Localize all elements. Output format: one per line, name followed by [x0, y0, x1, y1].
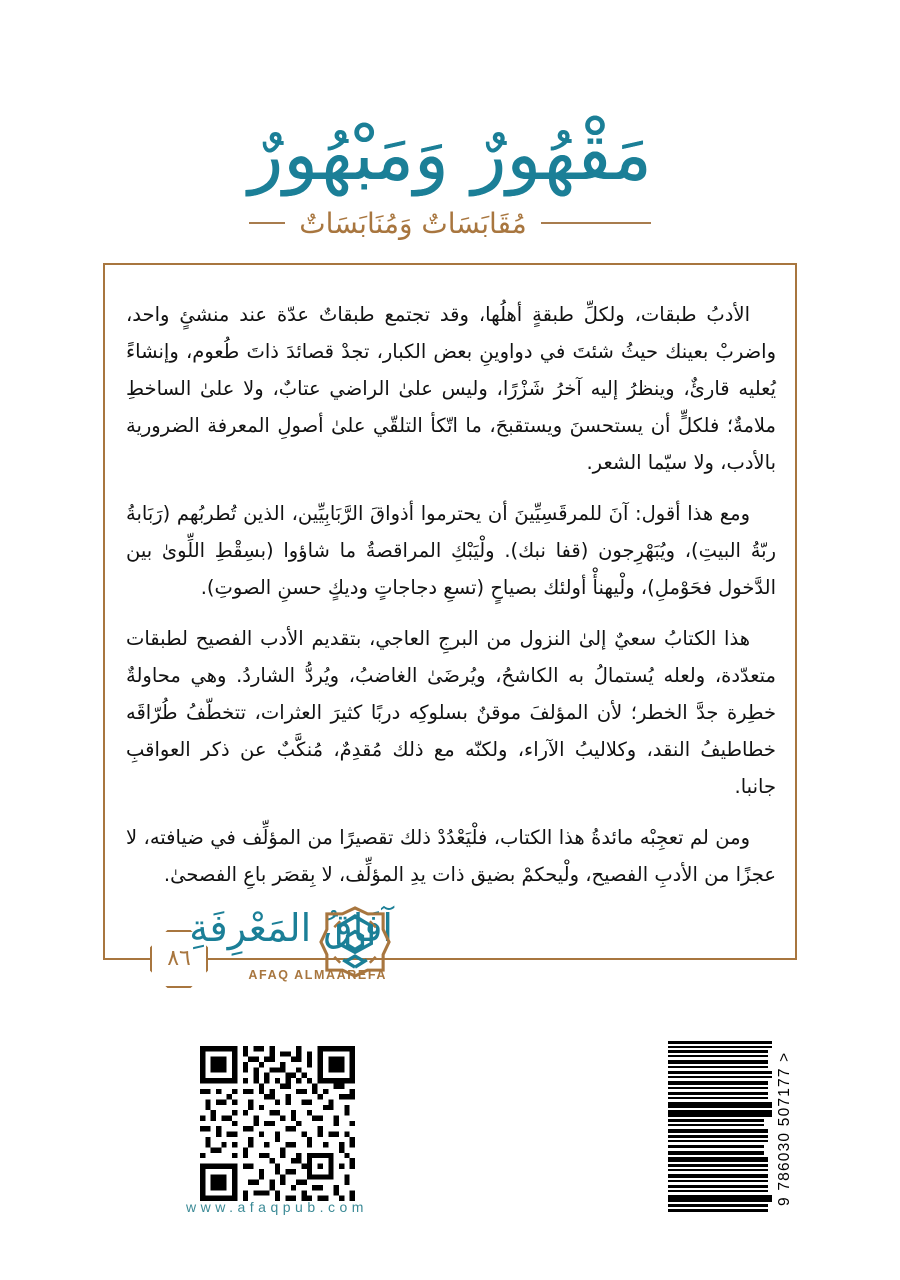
book-subtitle: مُقَابَسَاتٌ وَمُنَابَسَاتٌ [299, 206, 527, 240]
isbn-number: 9 786030 507177 > [776, 1051, 793, 1207]
subtitle-row [0, 207, 900, 240]
subtitle-rule-right [541, 222, 651, 224]
website-url[interactable]: www.afaqpub.com [186, 1199, 368, 1215]
geometric-ornament-icon [318, 904, 392, 980]
subtitle-rule-left [249, 222, 285, 224]
barcode-bars [668, 1041, 772, 1217]
blurb-text [126, 296, 776, 893]
publisher-name-arabic: آفَاقُ المَعْرِفَةِ [189, 906, 393, 950]
page-title: مَقْهُورٌ وَمَبْهُورٌ [248, 112, 652, 196]
qr-code[interactable] [200, 1046, 355, 1201]
blurb-paragraph: الأدبُ طبقات، ولكلِّ طبقةٍ أهلُها، وقد تجتمع طبقاتٌ عدّة عند منشئٍ واحد، واضربْ بعينك حيثُ شئتَ في دواوينِ بعض الكبار، تجدْ قصائدَ ذاتَ طُعوم، وإنشاءً يُعليه قارئٌ، وينظرُ إليه آخرُ شَزْرًا، وليس علىٰ الراضي عتابٌ، ولا علىٰ الساخطِ ملامةٌ؛ فلكلٍّ أن يستحسنَ ويستقبحَ، ما اتّكأ التلقّي علىٰ أصولِ المعرفة الضرورية بالأدب، ولا سيّما الشعر. [126, 303, 776, 474]
page-number: ٨٦ [167, 946, 191, 971]
blurb-paragraph: هذا الكتابُ سعيٌ إلىٰ النزول من البرجِ العاجي، بتقديم الأدب الفصيح لطبقات متعدّدة، ولعله يُستمالُ به الكاشحُ، ويُرضَىٰ الغاضبُ، ويُردُّ الشاردُ. وهي محاولةٌ خطِرة جدَّ الخطر؛ لأن المؤلفَ موقنٌ بسلوكِه دربًا كثيرَ العثرات، تتخطّفُ طُرّاقَه خطاطيفُ النقد، وكلاليبُ الآراء، ولكنّه مع ذلك مُقدِمٌ، مُنكَّبٌ عن ذكر العواقبِ جانبا. [126, 627, 776, 798]
isbn-barcode [668, 1038, 796, 1220]
publisher-name-latin: AFAQ ALMAAREFA [248, 968, 387, 982]
blurb-paragraph: ومن لم تعجِبْه مائدةُ هذا الكتاب، فلْيَعْدُدْ ذلك تقصيرًا من المؤلِّف في ضيافته، لا عجزًا من الأدبِ الفصيح، ولْيحكمْ بضيق ذات يدِ المؤلِّف، لا بِقصَر باعِ الفصحىٰ. [126, 826, 776, 886]
cover-title-block [0, 112, 900, 240]
blurb-paragraph: ومع هذا أقول: آنَ للمرقَسِيِّينَ أن يحترموا أذواقَ الرَّبَابِيِّين، الذين تُطربُهم (رَبَابةُ ربّةُ البيتِ)، ويُبَهْرِجون (قفا نبك). ولْيَبْكِ المراقصةُ ما شاؤوا (بسِقْطِ اللِّوىٰ بين الدَّخول فحَوْملِ)، ولْيهنأْ أولئك بصياحٍ (تسعِ دجاجاتٍ وديكٍ حسنِ الصوتِ). [126, 502, 776, 599]
